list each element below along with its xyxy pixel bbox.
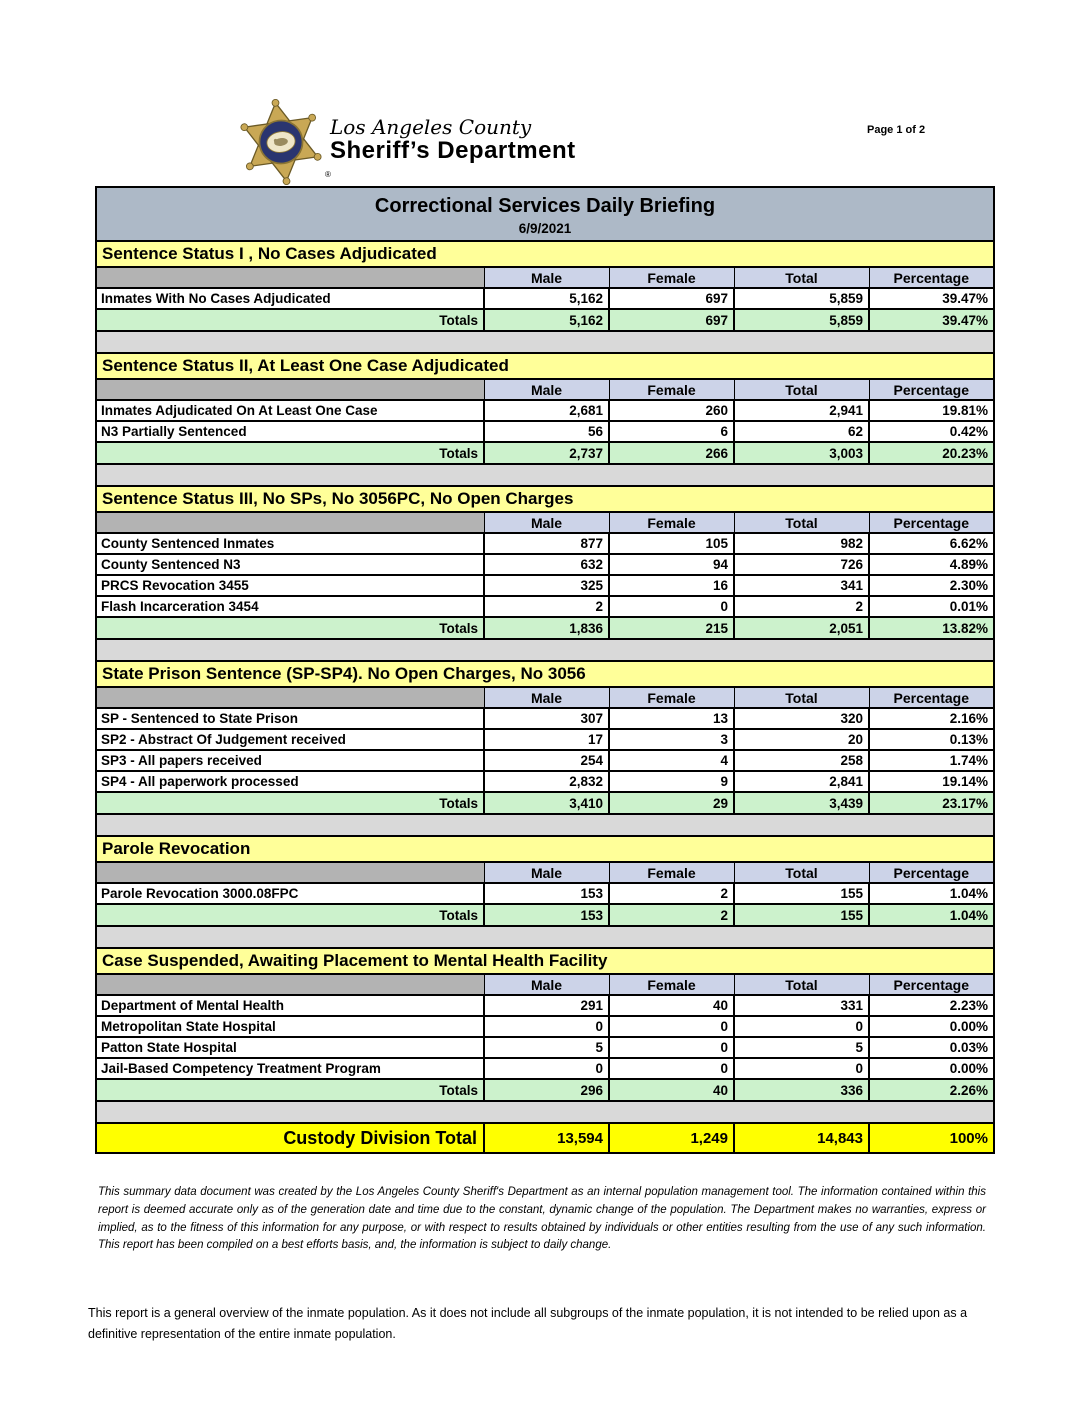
table-row: [96, 1016, 994, 1037]
value-cell: 105: [609, 533, 734, 554]
value-cell: 155: [734, 883, 869, 904]
value-cell: 19.14%: [869, 771, 994, 792]
value-cell: 0.42%: [869, 421, 994, 442]
totals-value: 13.82%: [869, 617, 994, 639]
row-label: Parole Revocation 3000.08FPC: [96, 883, 484, 904]
disclaimer-text: This summary data document was created by the Los Angeles County Sheriff's Department as an internal population management tool. The information contained within this report is deemed accurate only as of the generation date and time due to the constant, dynamic change of the population. The Department makes no warranties, express or implied, as to the fitness of this information for any purpose, or with respect to results obtained by individuals or other entities resulting from the use of any such information. This report has been compiled on a best efforts basis, and, the information is subject to daily change.: [98, 1186, 986, 1252]
value-cell: 5,162: [484, 288, 609, 309]
value-cell: 258: [734, 750, 869, 771]
totals-value: 40: [609, 1079, 734, 1101]
value-cell: 0.00%: [869, 1058, 994, 1079]
table-row: [96, 533, 994, 554]
value-cell: 6: [609, 421, 734, 442]
totals-row: [96, 617, 994, 639]
section-spacer-row: [96, 331, 994, 353]
totals-value: 3,410: [484, 792, 609, 814]
totals-value: 3,003: [734, 442, 869, 464]
document-title: Correctional Services Daily Briefing: [374, 194, 716, 217]
column-header-row: [96, 512, 994, 533]
value-cell: 2.23%: [869, 995, 994, 1016]
column-header: Percentage: [869, 379, 994, 400]
value-cell: 13: [609, 708, 734, 729]
value-cell: 2: [484, 596, 609, 617]
totals-value: 29: [609, 792, 734, 814]
column-header-row: [96, 267, 994, 288]
value-cell: 5,859: [734, 288, 869, 309]
row-label: Department of Mental Health: [96, 995, 484, 1016]
section-spacer-row: [96, 639, 994, 661]
totals-value: 1.04%: [869, 904, 994, 926]
value-cell: 4: [609, 750, 734, 771]
section-title: Parole Revocation: [96, 836, 994, 862]
totals-value: 5,162: [484, 309, 609, 331]
grand-total-value: 13,594: [484, 1123, 609, 1153]
value-cell: 1.74%: [869, 750, 994, 771]
spacer-cell: [96, 1101, 994, 1123]
row-label: County Sentenced N3: [96, 554, 484, 575]
table-row: [96, 771, 994, 792]
title-cell: [96, 187, 994, 241]
column-header-row: [96, 862, 994, 883]
section-title: Case Suspended, Awaiting Placement to Mental Health Facility: [96, 948, 994, 974]
table-row: [96, 400, 994, 421]
row-label: N3 Partially Sentenced: [96, 421, 484, 442]
section-header-row: [96, 661, 994, 687]
value-cell: 291: [484, 995, 609, 1016]
value-cell: 16: [609, 575, 734, 596]
column-header: Total: [734, 974, 869, 995]
column-header: Male: [484, 512, 609, 533]
section-header-row: [96, 241, 994, 267]
totals-value: 1,836: [484, 617, 609, 639]
value-cell: 0: [609, 1016, 734, 1037]
row-label: SP - Sentenced to State Prison: [96, 708, 484, 729]
row-label: SP4 - All paperwork processed: [96, 771, 484, 792]
section-spacer-row: [96, 1101, 994, 1123]
value-cell: 6.62%: [869, 533, 994, 554]
totals-value: 153: [484, 904, 609, 926]
value-cell: 4.89%: [869, 554, 994, 575]
value-cell: 0: [484, 1016, 609, 1037]
column-header: Female: [609, 379, 734, 400]
column-header-row: [96, 687, 994, 708]
section-header-row: [96, 353, 994, 379]
column-header: Male: [484, 379, 609, 400]
totals-value: 2: [609, 904, 734, 926]
value-cell: 2: [734, 596, 869, 617]
blank-header-cell: [96, 974, 484, 995]
row-label: Flash Incarceration 3454: [96, 596, 484, 617]
column-header: Female: [609, 687, 734, 708]
totals-label: Totals: [96, 792, 484, 814]
value-cell: 40: [609, 995, 734, 1016]
value-cell: 1.04%: [869, 883, 994, 904]
totals-value: 23.17%: [869, 792, 994, 814]
value-cell: 726: [734, 554, 869, 575]
totals-row: [96, 309, 994, 331]
section-spacer-row: [96, 814, 994, 836]
value-cell: 2.16%: [869, 708, 994, 729]
document-date: 6/9/2021: [518, 220, 572, 236]
totals-value: 336: [734, 1079, 869, 1101]
section-header-row: [96, 948, 994, 974]
table-row: [96, 750, 994, 771]
registered-trademark-symbol: ®: [325, 170, 331, 179]
column-header: Percentage: [869, 512, 994, 533]
row-label: SP2 - Abstract Of Judgement received: [96, 729, 484, 750]
value-cell: 2: [609, 883, 734, 904]
custody-division-total-row: [96, 1123, 994, 1153]
column-header-row: [96, 379, 994, 400]
column-header-row: [96, 974, 994, 995]
column-header: Percentage: [869, 687, 994, 708]
column-header: Female: [609, 862, 734, 883]
grand-total-label: Custody Division Total: [96, 1123, 484, 1153]
section-title: State Prison Sentence (SP-SP4). No Open Charges, No 3056: [96, 661, 994, 687]
column-header: Female: [609, 974, 734, 995]
section-spacer-row: [96, 926, 994, 948]
column-header: Total: [734, 862, 869, 883]
value-cell: 39.47%: [869, 288, 994, 309]
value-cell: 260: [609, 400, 734, 421]
table-row: [96, 729, 994, 750]
value-cell: 94: [609, 554, 734, 575]
blank-header-cell: [96, 267, 484, 288]
totals-value: 155: [734, 904, 869, 926]
value-cell: 877: [484, 533, 609, 554]
column-header: Male: [484, 687, 609, 708]
totals-label: Totals: [96, 617, 484, 639]
column-header: Female: [609, 267, 734, 288]
totals-label: Totals: [96, 904, 484, 926]
spacer-cell: [96, 926, 994, 948]
value-cell: 307: [484, 708, 609, 729]
value-cell: 0: [484, 1058, 609, 1079]
value-cell: 0.03%: [869, 1037, 994, 1058]
table-row: [96, 1037, 994, 1058]
value-cell: 341: [734, 575, 869, 596]
section-header-row: [96, 486, 994, 512]
value-cell: 325: [484, 575, 609, 596]
logo-department-text: Sheriff’s Department: [330, 137, 576, 164]
briefing-table-body: [96, 187, 994, 1153]
spacer-cell: [96, 331, 994, 353]
row-label: County Sentenced Inmates: [96, 533, 484, 554]
value-cell: 2,832: [484, 771, 609, 792]
value-cell: 0: [609, 1037, 734, 1058]
row-label: Inmates Adjudicated On At Least One Case: [96, 400, 484, 421]
totals-value: 2,737: [484, 442, 609, 464]
value-cell: 0: [609, 1058, 734, 1079]
spacer-cell: [96, 639, 994, 661]
title-row: [96, 187, 994, 241]
value-cell: 0.13%: [869, 729, 994, 750]
column-header: Percentage: [869, 974, 994, 995]
table-row: [96, 421, 994, 442]
section-title: Sentence Status II, At Least One Case Adjudicated: [96, 353, 994, 379]
value-cell: 632: [484, 554, 609, 575]
grand-total-value: 1,249: [609, 1123, 734, 1153]
blank-header-cell: [96, 379, 484, 400]
grand-total-value: 14,843: [734, 1123, 869, 1153]
value-cell: 62: [734, 421, 869, 442]
spacer-cell: [96, 464, 994, 486]
sheriff-star-badge-icon: [236, 99, 326, 185]
value-cell: 697: [609, 288, 734, 309]
briefing-table: [95, 186, 995, 1154]
totals-row: [96, 792, 994, 814]
table-row: [96, 1058, 994, 1079]
value-cell: 5: [484, 1037, 609, 1058]
column-header: Percentage: [869, 267, 994, 288]
column-header: Total: [734, 512, 869, 533]
grand-total-value: 100%: [869, 1123, 994, 1153]
value-cell: 56: [484, 421, 609, 442]
table-row: [96, 288, 994, 309]
overview-note-text: This report is a general overview of the inmate population. As it does not include all subgroups of the inmate population, it is not intended to be relied upon as a definitive representation of the entire inmate population.: [88, 1306, 968, 1342]
row-label: Metropolitan State Hospital: [96, 1016, 484, 1037]
value-cell: 19.81%: [869, 400, 994, 421]
logo-county-text: Los Angeles County: [330, 115, 532, 139]
totals-label: Totals: [96, 309, 484, 331]
row-label: Patton State Hospital: [96, 1037, 484, 1058]
totals-value: 266: [609, 442, 734, 464]
table-row: [96, 554, 994, 575]
column-header: Total: [734, 379, 869, 400]
value-cell: 320: [734, 708, 869, 729]
blank-header-cell: [96, 862, 484, 883]
totals-value: 5,859: [734, 309, 869, 331]
column-header: Total: [734, 687, 869, 708]
row-label: SP3 - All papers received: [96, 750, 484, 771]
value-cell: 982: [734, 533, 869, 554]
spacer-cell: [96, 814, 994, 836]
table-row: [96, 596, 994, 617]
value-cell: 2,941: [734, 400, 869, 421]
table-row: [96, 575, 994, 596]
section-spacer-row: [96, 464, 994, 486]
totals-row: [96, 904, 994, 926]
value-cell: 2,841: [734, 771, 869, 792]
totals-value: 215: [609, 617, 734, 639]
totals-value: 296: [484, 1079, 609, 1101]
totals-value: 697: [609, 309, 734, 331]
blank-header-cell: [96, 512, 484, 533]
value-cell: 2.30%: [869, 575, 994, 596]
lasd-logo: [330, 116, 576, 164]
row-label: PRCS Revocation 3455: [96, 575, 484, 596]
totals-label: Totals: [96, 1079, 484, 1101]
totals-value: 2.26%: [869, 1079, 994, 1101]
table-row: [96, 708, 994, 729]
column-header: Total: [734, 267, 869, 288]
value-cell: 5: [734, 1037, 869, 1058]
totals-value: 20.23%: [869, 442, 994, 464]
section-title: Sentence Status I , No Cases Adjudicated: [96, 241, 994, 267]
column-header: Female: [609, 512, 734, 533]
table-row: [96, 883, 994, 904]
column-header: Male: [484, 974, 609, 995]
value-cell: 331: [734, 995, 869, 1016]
column-header: Percentage: [869, 862, 994, 883]
row-label: Inmates With No Cases Adjudicated: [96, 288, 484, 309]
section-title: Sentence Status III, No SPs, No 3056PC, No Open Charges: [96, 486, 994, 512]
page-number: Page 1 of 2: [867, 124, 926, 136]
column-header: Male: [484, 862, 609, 883]
totals-label: Totals: [96, 442, 484, 464]
blank-header-cell: [96, 687, 484, 708]
value-cell: 2,681: [484, 400, 609, 421]
value-cell: 254: [484, 750, 609, 771]
totals-value: 39.47%: [869, 309, 994, 331]
value-cell: 17: [484, 729, 609, 750]
table-row: [96, 995, 994, 1016]
value-cell: 0.01%: [869, 596, 994, 617]
row-label: Jail-Based Competency Treatment Program: [96, 1058, 484, 1079]
value-cell: 0.00%: [869, 1016, 994, 1037]
column-header: Male: [484, 267, 609, 288]
value-cell: 0: [734, 1058, 869, 1079]
value-cell: 0: [609, 596, 734, 617]
value-cell: 20: [734, 729, 869, 750]
totals-value: 2,051: [734, 617, 869, 639]
value-cell: 153: [484, 883, 609, 904]
totals-row: [96, 1079, 994, 1101]
value-cell: 0: [734, 1016, 869, 1037]
value-cell: 9: [609, 771, 734, 792]
section-header-row: [96, 836, 994, 862]
totals-value: 3,439: [734, 792, 869, 814]
value-cell: 3: [609, 729, 734, 750]
totals-row: [96, 442, 994, 464]
